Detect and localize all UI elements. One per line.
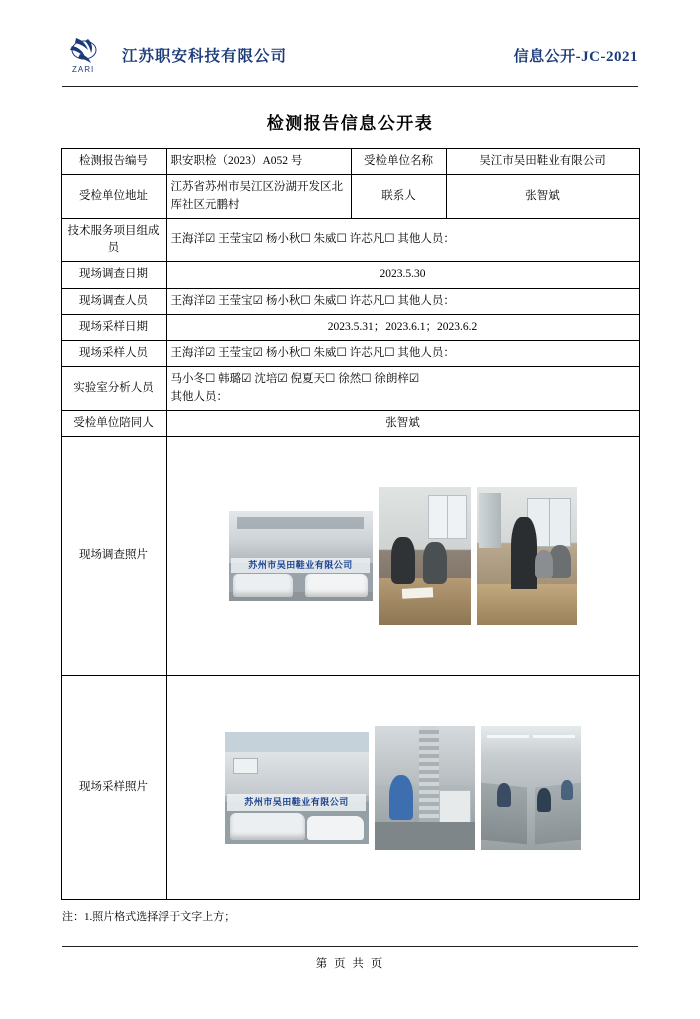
contact-value: 张智斌	[446, 175, 639, 219]
photo-person-standing	[511, 517, 537, 589]
sampling-staff-value: 王海洋☑ 王莹宝☑ 杨小秋☐ 朱威☐ 许芯凡☐ 其他人员：	[166, 341, 639, 367]
table-row	[61, 367, 639, 411]
header-left	[62, 34, 287, 76]
sampling-photo-label: 现场采样照片	[61, 676, 166, 900]
photo-ceiling	[481, 726, 581, 756]
survey-date-label: 现场调查日期	[61, 262, 166, 288]
photo-lamp-right	[533, 735, 575, 738]
client-addr-label: 受检单位地址	[61, 175, 166, 219]
survey-photo-label: 现场调查照片	[61, 437, 166, 676]
survey-photo-group	[171, 487, 635, 625]
photo-storefront	[229, 511, 373, 601]
photo-office-meeting	[477, 487, 577, 625]
svg-text:ZARI: ZARI	[72, 65, 95, 74]
table-row	[61, 410, 639, 436]
photo-ac-unit	[233, 758, 258, 773]
photo-car-left	[230, 813, 305, 840]
sampling-photo-group	[171, 726, 635, 850]
photo-office-interview	[379, 487, 471, 625]
photo-storefront-sampling	[225, 732, 369, 844]
table-row	[61, 288, 639, 314]
sampling-photo-cell	[166, 676, 639, 900]
photo-storefront-sign: 苏州市吴田鞋业有限公司	[231, 558, 369, 573]
client-addr-value: 江苏省苏州市吴江区汾湖开发区北厍社区元鹏村	[166, 175, 351, 219]
sampling-staff-label: 现场采样人员	[61, 341, 166, 367]
client-name-label: 受检单位名称	[351, 149, 446, 175]
report-no-label: 检测报告编号	[61, 149, 166, 175]
photo-workshop	[481, 726, 581, 850]
lab-staff-line1: 马小冬☐ 韩璐☑ 沈培☑ 倪夏天☐ 徐然☐ 徐朗梓☑	[170, 373, 420, 386]
team-value: 王海洋☑ 王莹宝☑ 杨小秋☐ 朱威☐ 许芯凡☐ 其他人员：	[166, 218, 639, 262]
photo-car-right	[307, 816, 365, 841]
page-header	[62, 30, 638, 87]
table-row	[61, 262, 639, 288]
accompany-label: 受检单位陪同人	[61, 410, 166, 436]
photo-curtain	[479, 493, 501, 548]
contact-label: 联系人	[351, 175, 446, 219]
document-page	[0, 30, 700, 1019]
photo-worker	[389, 775, 413, 820]
info-table	[61, 148, 640, 900]
sampling-date-label: 现场采样日期	[61, 314, 166, 340]
lab-staff-line2: 其他人员：	[170, 390, 228, 403]
photo-person-seated-2	[535, 550, 553, 578]
lab-staff-value	[166, 367, 639, 411]
photo-bench	[375, 822, 475, 849]
photo-duct	[419, 726, 439, 833]
company-name: 江苏职安科技有限公司	[122, 48, 288, 65]
photo-person-2	[423, 542, 447, 583]
page-title: 检测报告信息公开表	[266, 114, 434, 133]
lab-staff-label: 实验室分析人员	[61, 367, 166, 411]
report-no-value: 职安职检（2023）A052 号	[166, 149, 351, 175]
table-note: 注：1.照片格式选择浮于文字上方；	[62, 911, 236, 923]
photo-person-1	[391, 537, 415, 584]
survey-photo-row	[61, 437, 639, 676]
doc-code: 信息公开-JC-2021	[513, 48, 638, 65]
photo-paper	[402, 587, 434, 598]
photo-worker-duct	[375, 726, 475, 850]
survey-date-value: 2023.5.30	[166, 262, 639, 288]
team-label: 技术服务项目组成员	[61, 218, 166, 262]
photo-table	[477, 584, 577, 625]
client-name-value: 吴江市吴田鞋业有限公司	[446, 149, 639, 175]
photo-worker-1	[497, 783, 511, 808]
photo-worker-2	[537, 788, 551, 813]
sampling-photo-row	[61, 676, 639, 900]
accompany-value: 张智斌	[166, 410, 639, 436]
photo-car-right	[305, 574, 368, 597]
survey-photo-cell	[166, 437, 639, 676]
table-row	[61, 149, 639, 175]
photo-car-left	[233, 574, 293, 597]
photo-worker-3	[561, 780, 573, 800]
photo-lamp-left	[487, 735, 529, 738]
page-footer: 第 页 共 页	[62, 946, 638, 971]
survey-staff-label: 现场调查人员	[61, 288, 166, 314]
photo-window	[428, 495, 467, 538]
company-logo-icon	[62, 34, 114, 76]
table-row	[61, 175, 639, 219]
table-row	[61, 341, 639, 367]
photo-desk	[379, 578, 471, 625]
photo-storefront-sign: 苏州市吴田鞋业有限公司	[227, 794, 365, 811]
table-row	[61, 314, 639, 340]
table-row	[61, 218, 639, 262]
sampling-date-value: 2023.5.31；2023.6.1；2023.6.2	[166, 314, 639, 340]
photo-building	[229, 511, 373, 558]
survey-staff-value: 王海洋☑ 王莹宝☑ 杨小秋☐ 朱威☐ 许芯凡☐ 其他人员：	[166, 288, 639, 314]
